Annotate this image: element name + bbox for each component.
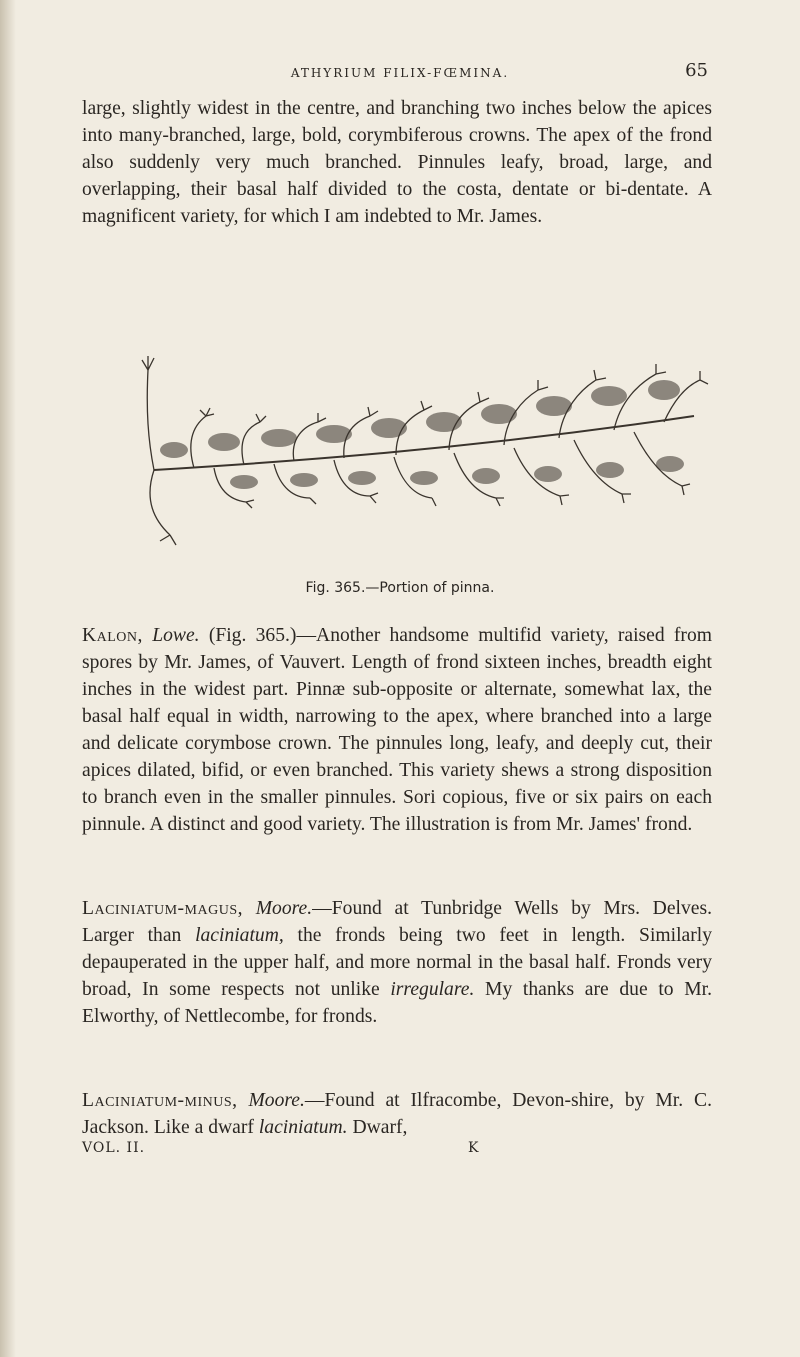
author-moore: Moore.	[255, 898, 313, 919]
paragraph-intro: large, slightly widest in the centre, and branching two inches below the apices into many-branched, large, bold, corymbiferous crowns. The apex of the frond also suddenly very much branched. Pinnules leafy, broad, large, and overlapping, their basal half divided to the costa, dentate or bi-dentate. A magnificent variety, for which I am indebted to Mr. James.	[82, 98, 712, 227]
magus-text-b: the fronds being two feet in length. Similarly depauperated in the upper half, and more normal in the basal half. Fronds very broad, In some respects not unlike	[82, 925, 712, 1000]
magus-italic-b: irregulare.	[390, 979, 475, 1000]
variety-name-kalon: Kalon,	[82, 625, 143, 646]
volume-marker: VOL. II.	[82, 1140, 146, 1156]
minus-italic: laciniatum.	[258, 1117, 348, 1138]
pinna-drawing	[134, 330, 714, 580]
magus-text-a: —Found at Tunbridge Wells by Mrs. Delves. Larger than	[82, 898, 712, 946]
page-edge-shadow	[0, 0, 16, 1357]
signature-mark: K	[468, 1140, 479, 1156]
running-head: ATHYRIUM FILIX-FŒMINA.	[290, 66, 510, 80]
minus-text-a: —Found at Ilfracombe, Devon-shire, by Mr. C. Jackson. Like a dwarf	[82, 1090, 713, 1138]
fern-pinna-illustration	[134, 330, 714, 580]
minus-text-b: Dwarf,	[347, 1117, 408, 1138]
magus-text-c: My thanks are due to Mr. Elworthy, of Nettlecombe, for fronds.	[82, 979, 712, 1027]
kalon-description: (Fig. 365.)—Another handsome multifid variety, raised from spores by Mr. James, of Vauvert. Length of frond sixteen inches, breadth eight inches in the widest part. Pinnæ sub-opposite or alternate, somewhat lax, the basal half equal in width, narrowing to the apex, where branched into a large and delicate corymbose crown. The pinnules long, leafy, and deeply cut, their apices dilated, bifid, or even branched. This variety shews a strong disposition to branch even in the smaller pinnules. Sori copious, five or six pairs on each pinnule. A distinct and good variety. The illustration is from Mr. James' frond.	[82, 625, 712, 835]
author-lowe: Lowe.	[152, 625, 200, 646]
paragraph-kalon	[82, 622, 712, 838]
paragraph-laciniatum-magus	[82, 895, 712, 1030]
variety-name-laciniatum-magus: Laciniatum-magus,	[82, 898, 244, 919]
paragraph-laciniatum-minus	[82, 1087, 712, 1141]
author-moore-2: Moore.	[248, 1090, 305, 1111]
figure-caption: Fig. 365.—Portion of pinna.	[305, 580, 495, 596]
page-number: 65	[685, 60, 708, 81]
magus-italic-a: laciniatum,	[195, 925, 284, 946]
variety-name-laciniatum-minus: Laciniatum-minus,	[82, 1090, 238, 1111]
